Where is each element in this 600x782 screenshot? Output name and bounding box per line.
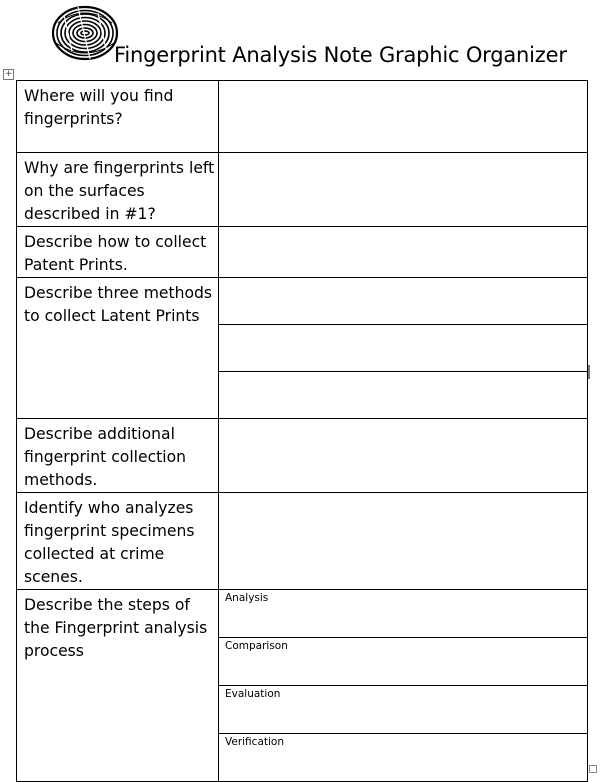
answer-cell[interactable]: [219, 419, 588, 493]
table-row: [17, 419, 588, 493]
fingerprint-icon: [50, 3, 120, 61]
table-row: [17, 278, 588, 325]
question-cell: Where will you find fingerprints?: [17, 81, 219, 153]
answer-cell[interactable]: [219, 153, 588, 227]
step-cell-comparison[interactable]: Comparison: [219, 638, 588, 686]
answer-cell[interactable]: [219, 325, 588, 372]
table-row: [17, 493, 588, 590]
table-move-handle-icon[interactable]: +: [4, 69, 13, 79]
table-row: [17, 153, 588, 227]
table-row: [17, 590, 588, 638]
answer-cell[interactable]: [219, 372, 588, 419]
question-cell: Describe how to collect Patent Prints.: [17, 227, 219, 278]
question-cell: Describe three methods to collect Latent Prints: [17, 278, 219, 419]
table-row: [17, 227, 588, 278]
question-cell: Why are fingerprints left on the surfaces described in #1?: [17, 153, 219, 227]
question-cell: Describe the steps of the Fingerprint analysis process: [17, 590, 219, 782]
answer-cell[interactable]: [219, 81, 588, 153]
answer-cell[interactable]: [219, 227, 588, 278]
step-cell-verification[interactable]: Verification: [219, 734, 588, 782]
question-cell: Identify who analyzes fingerprint specimens collected at crime scenes.: [17, 493, 219, 590]
question-cell: Describe additional fingerprint collection methods.: [17, 419, 219, 493]
table-row: [17, 81, 588, 153]
column-resize-marker[interactable]: [588, 365, 590, 379]
answer-cell[interactable]: [219, 493, 588, 590]
step-cell-analysis[interactable]: Analysis: [219, 590, 588, 638]
page-title: Fingerprint Analysis Note Graphic Organizer: [114, 43, 567, 67]
step-cell-evaluation[interactable]: Evaluation: [219, 686, 588, 734]
answer-cell[interactable]: [219, 278, 588, 325]
organizer-table: [16, 80, 588, 782]
